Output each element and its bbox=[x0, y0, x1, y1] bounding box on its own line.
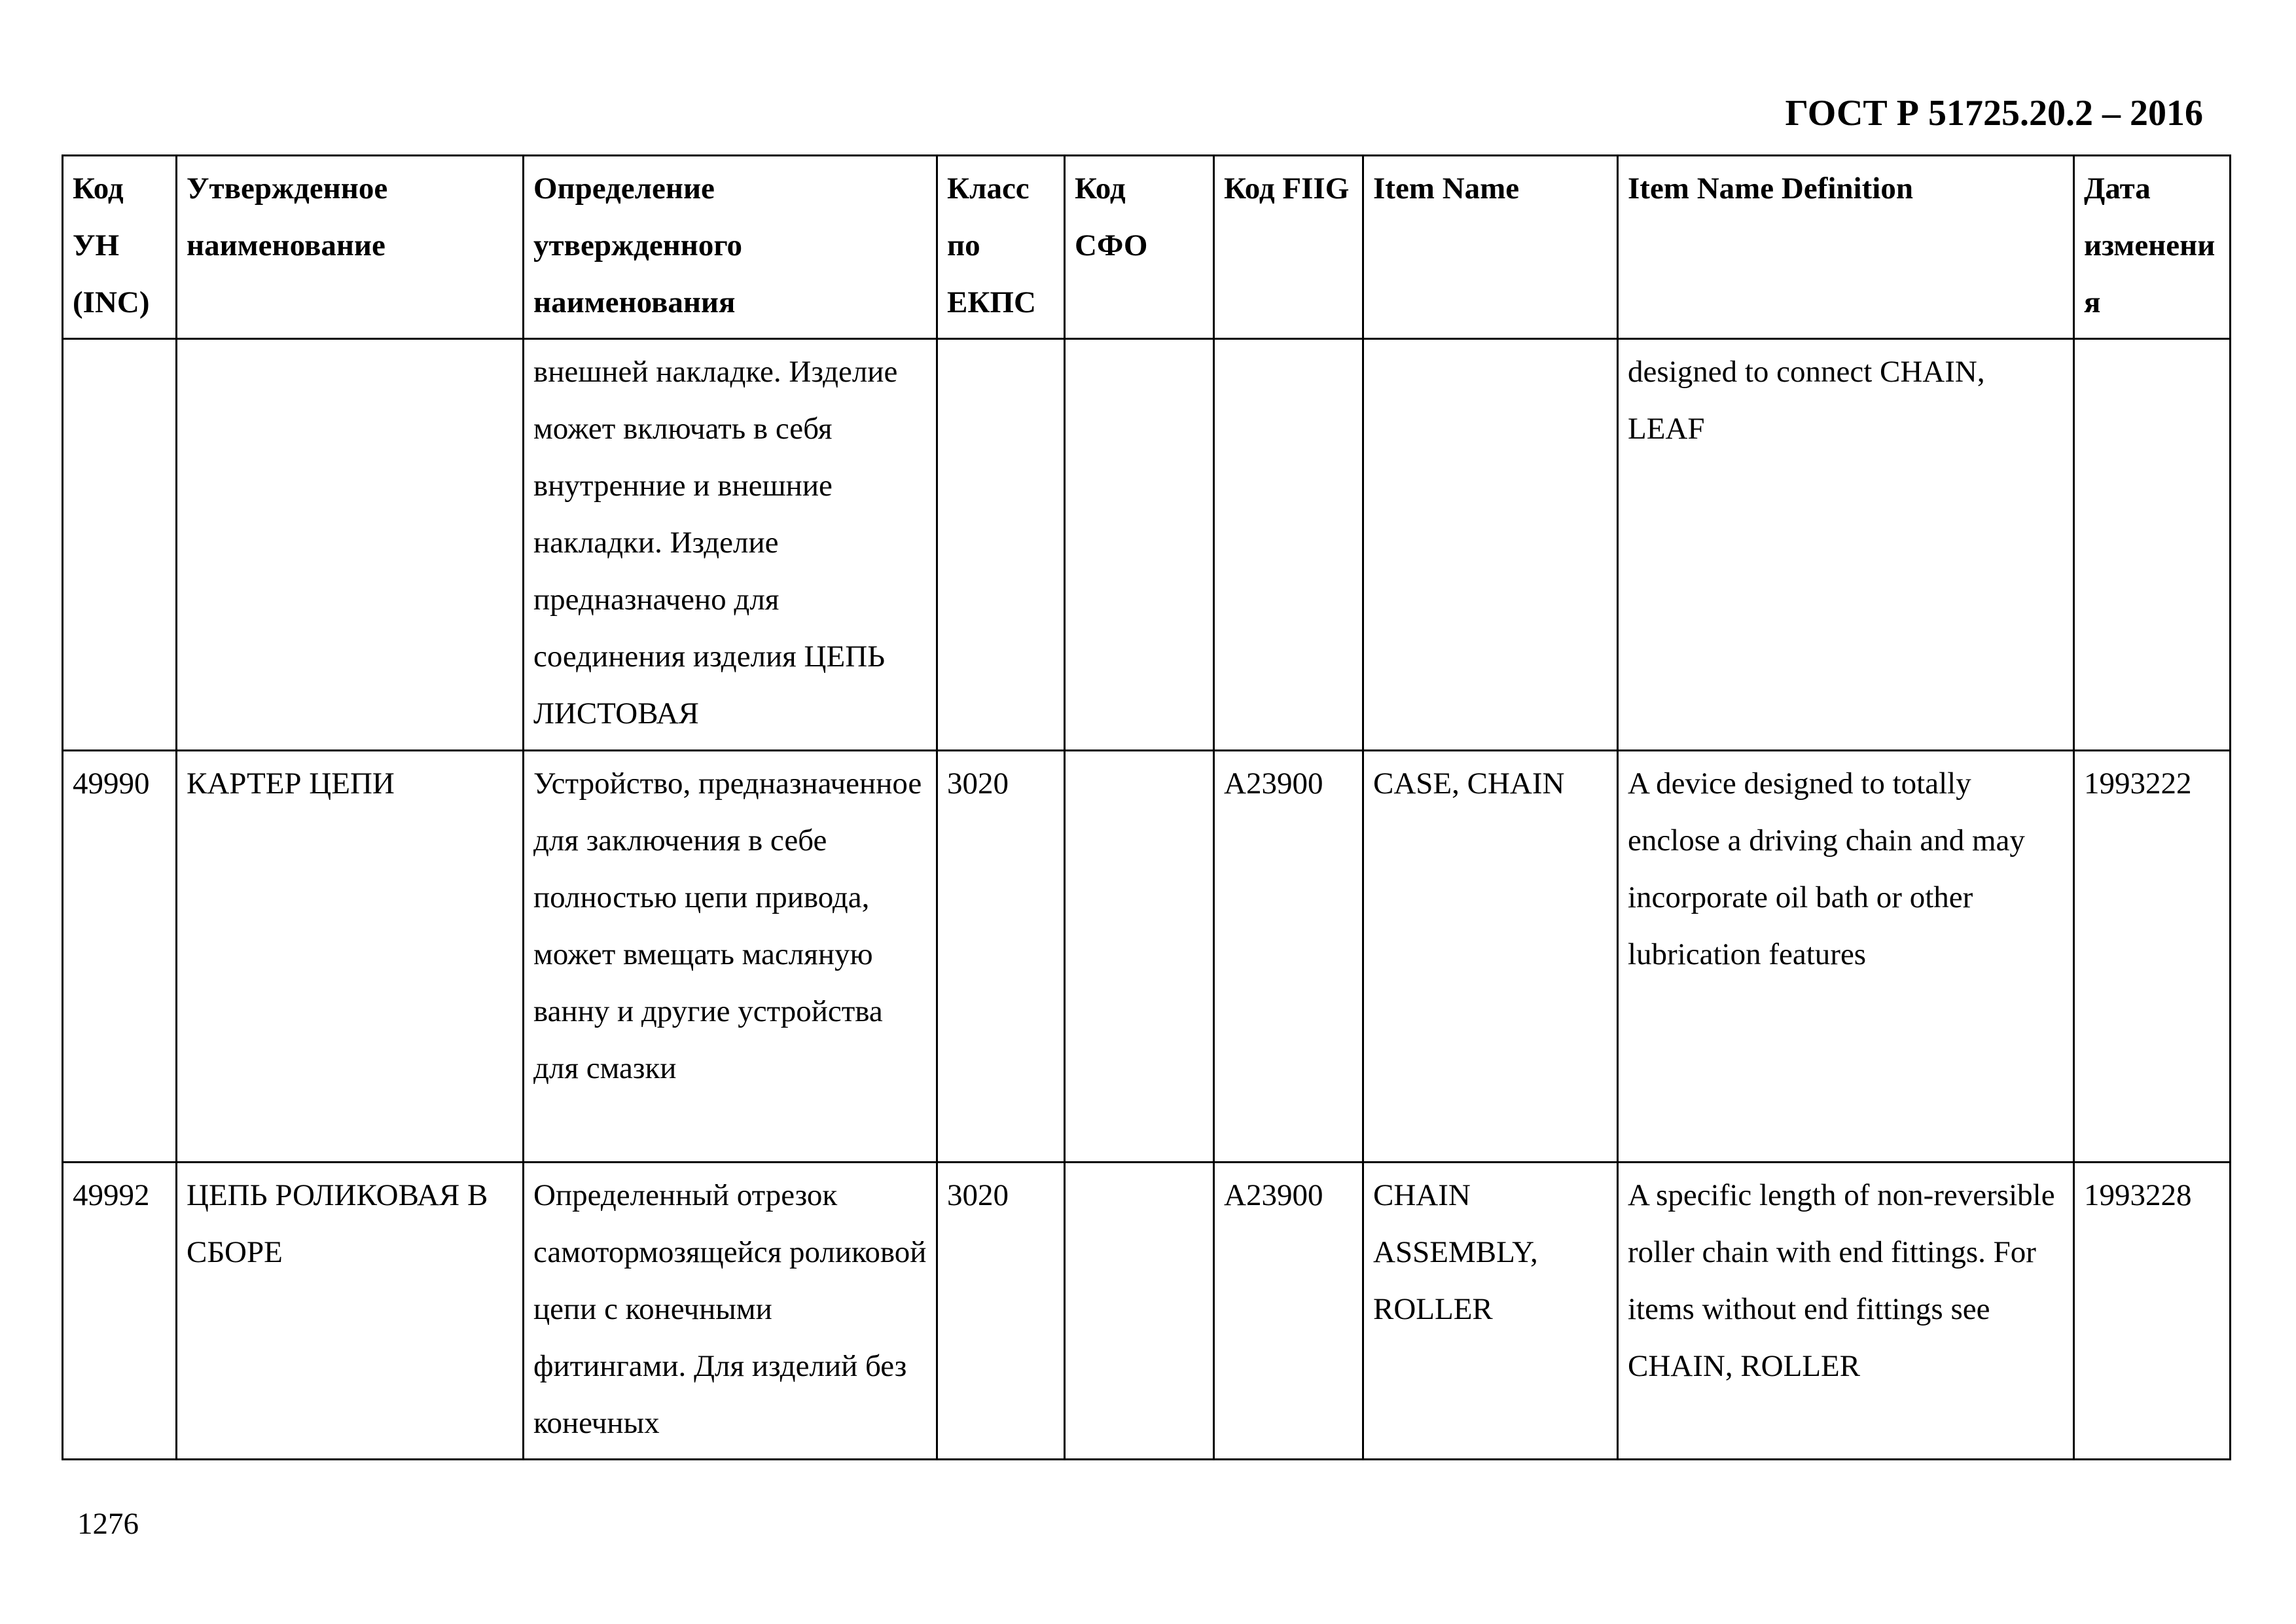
cell-item-name-definition: A specific length of non-reversible roller chain with end fittings. For items without end fittings see CHAIN, ROLLER bbox=[1618, 1163, 2074, 1460]
cell-fiig-code: A23900 bbox=[1214, 751, 1363, 1163]
cell-definition: Определенный отрезок самотормозящейся роликовой цепи с конечными фитингами. Для изделий без конечных bbox=[524, 1163, 937, 1460]
cell-sfo-code bbox=[1065, 751, 1214, 1163]
table-row bbox=[63, 751, 2231, 1163]
cell-fiig-code: A23900 bbox=[1214, 1163, 1363, 1460]
cell-inc bbox=[63, 339, 177, 751]
cell-item-name: CHAIN ASSEMBLY, ROLLER bbox=[1363, 1163, 1618, 1460]
cell-inc: 49992 bbox=[63, 1163, 177, 1460]
document-header: ГОСТ Р 51725.20.2 – 2016 bbox=[1785, 93, 2203, 134]
column-header-change-date: Дата изменения bbox=[2074, 156, 2231, 339]
cell-change-date: 1993228 bbox=[2074, 1163, 2231, 1460]
cell-approved-name: КАРТЕР ЦЕПИ bbox=[177, 751, 524, 1163]
cell-sfo-code bbox=[1065, 339, 1214, 751]
column-header-approved-name-definition: Определение утвержденного наименования bbox=[524, 156, 937, 339]
table-row bbox=[63, 1163, 2231, 1460]
classification-table bbox=[62, 154, 2231, 1460]
cell-change-date: 1993222 bbox=[2074, 751, 2231, 1163]
column-header-item-name: Item Name bbox=[1363, 156, 1618, 339]
cell-approved-name bbox=[177, 339, 524, 751]
cell-sfo-code bbox=[1065, 1163, 1214, 1460]
cell-ekps-class bbox=[937, 339, 1065, 751]
column-header-fiig-code: Код FIIG bbox=[1214, 156, 1363, 339]
column-header-ekps-class: Класс по ЕКПС bbox=[937, 156, 1065, 339]
table-header-row bbox=[63, 156, 2231, 339]
cell-change-date bbox=[2074, 339, 2231, 751]
cell-item-name-definition: A device designed to totally enclose a driving chain and may incorporate oil bath or other lubrication features bbox=[1618, 751, 2074, 1163]
table-row bbox=[63, 339, 2231, 751]
cell-item-name: CASE, CHAIN bbox=[1363, 751, 1618, 1163]
column-header-inc: Код УН (INC) bbox=[63, 156, 177, 339]
cell-definition: Устройство, предназначенное для заключения в себе полностью цепи привода, может вмещать масляную ванну и другие устройства для смазки bbox=[524, 751, 937, 1163]
column-header-approved-name: Утвержденное наименование bbox=[177, 156, 524, 339]
page-number: 1276 bbox=[77, 1507, 139, 1541]
column-header-item-name-definition: Item Name Definition bbox=[1618, 156, 2074, 339]
cell-ekps-class: 3020 bbox=[937, 1163, 1065, 1460]
column-header-sfo-code: Код СФО bbox=[1065, 156, 1214, 339]
cell-ekps-class: 3020 bbox=[937, 751, 1065, 1163]
cell-definition: внешней накладке. Изделие может включать в себя внутренние и внешние накладки. Изделие предназначено для соединения изделия ЦЕПЬ ЛИСТОВАЯ bbox=[524, 339, 937, 751]
cell-fiig-code bbox=[1214, 339, 1363, 751]
cell-item-name-definition: designed to connect CHAIN, LEAF bbox=[1618, 339, 2074, 751]
cell-approved-name: ЦЕПЬ РОЛИКОВАЯ В СБОРЕ bbox=[177, 1163, 524, 1460]
cell-inc: 49990 bbox=[63, 751, 177, 1163]
cell-item-name bbox=[1363, 339, 1618, 751]
